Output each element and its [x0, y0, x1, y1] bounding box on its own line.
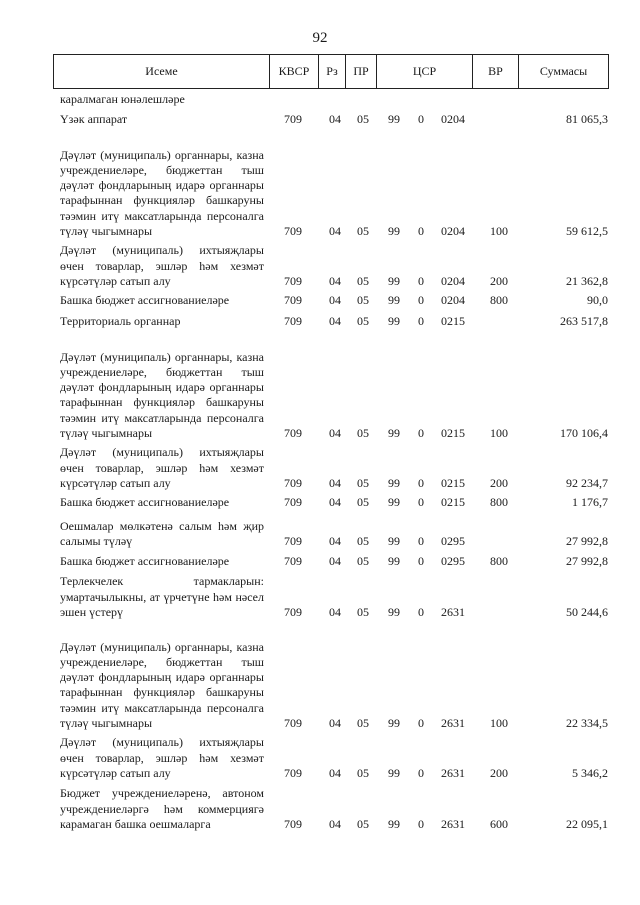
- cell-kvsr: 709: [284, 111, 302, 126]
- cell-rz: 04: [329, 553, 341, 568]
- cell-rz: 04: [329, 223, 341, 238]
- cell-csr1: 99: [388, 475, 400, 490]
- cell-kvsr: 709: [284, 816, 302, 831]
- cell-csr1: 99: [388, 425, 400, 440]
- row-name: Дәүләт (муниципаль) ихтыяҗлары өчен товарлар, эшләр һәм хезмәт күрсәтүләр сатып алу: [60, 735, 264, 780]
- cell-csr3: 0215: [441, 475, 465, 490]
- header-pr: ПР: [345, 55, 376, 88]
- cell-rz: 04: [329, 313, 341, 328]
- cell-csr2: 0: [418, 292, 424, 307]
- cell-kvsr: 709: [284, 765, 302, 780]
- cell-csr1: 99: [388, 604, 400, 619]
- cell-csr2: 0: [418, 533, 424, 548]
- header-vr: ВР: [472, 55, 518, 88]
- cell-rz: 04: [329, 494, 341, 509]
- cell-rz: 04: [329, 765, 341, 780]
- cell-pr: 05: [357, 223, 369, 238]
- cell-sum: 27 992,8: [566, 553, 608, 568]
- cell-csr1: 99: [388, 223, 400, 238]
- cell-pr: 05: [357, 715, 369, 730]
- cell-pr: 05: [357, 604, 369, 619]
- cell-csr1: 99: [388, 553, 400, 568]
- cell-kvsr: 709: [284, 223, 302, 238]
- cell-csr1: 99: [388, 313, 400, 328]
- cell-csr3: 0204: [441, 111, 465, 126]
- row-name: Оешмалар мөлкәтенә салым һәм җир салымы түләү: [60, 518, 264, 548]
- cell-pr: 05: [357, 494, 369, 509]
- cell-csr2: 0: [418, 494, 424, 509]
- row-name: Дәүләт (муниципаль) органнары, казна учреждениеләре, бюджеттан тыш дәүләт фондларының идарә органнары тарафыннан функцияләр башкаруны тәэмин итү максатларында персоналга түләү чыгымнары: [60, 349, 264, 440]
- cell-csr2: 0: [418, 765, 424, 780]
- cell-csr1: 99: [388, 816, 400, 831]
- cell-vr: 800: [490, 292, 508, 307]
- row-name: Үзәк аппарат: [60, 111, 128, 126]
- cell-csr3: 2631: [441, 715, 465, 730]
- cell-pr: 05: [357, 313, 369, 328]
- cell-csr1: 99: [388, 715, 400, 730]
- row-name: Территориаль органнар: [60, 313, 181, 328]
- cell-rz: 04: [329, 111, 341, 126]
- cell-sum: 263 517,8: [560, 313, 608, 328]
- cell-csr2: 0: [418, 475, 424, 490]
- cell-vr: 800: [490, 553, 508, 568]
- cell-csr1: 99: [388, 533, 400, 548]
- cell-sum: 5 346,2: [572, 765, 608, 780]
- cell-kvsr: 709: [284, 425, 302, 440]
- cell-rz: 04: [329, 533, 341, 548]
- cell-vr: 200: [490, 475, 508, 490]
- cell-csr1: 99: [388, 273, 400, 288]
- cell-csr1: 99: [388, 765, 400, 780]
- cell-vr: 100: [490, 715, 508, 730]
- cell-rz: 04: [329, 604, 341, 619]
- cell-kvsr: 709: [284, 273, 302, 288]
- header-csr: ЦСР: [376, 55, 472, 88]
- row-name: Башка бюджет ассигнованиеләре: [60, 553, 230, 568]
- cell-csr3: 0204: [441, 223, 465, 238]
- carry-over-text: каралмаган юнәлешләре: [60, 92, 185, 106]
- cell-pr: 05: [357, 292, 369, 307]
- cell-pr: 05: [357, 533, 369, 548]
- row-name: Башка бюджет ассигнованиеләре: [60, 292, 230, 307]
- cell-sum: 59 612,5: [566, 223, 608, 238]
- cell-kvsr: 709: [284, 313, 302, 328]
- cell-pr: 05: [357, 425, 369, 440]
- cell-csr2: 0: [418, 715, 424, 730]
- cell-csr2: 0: [418, 273, 424, 288]
- cell-kvsr: 709: [284, 604, 302, 619]
- cell-sum: 90,0: [587, 292, 608, 307]
- cell-csr2: 0: [418, 223, 424, 238]
- cell-vr: 800: [490, 494, 508, 509]
- cell-pr: 05: [357, 475, 369, 490]
- cell-csr3: 2631: [441, 765, 465, 780]
- cell-sum: 27 992,8: [566, 533, 608, 548]
- cell-pr: 05: [357, 111, 369, 126]
- cell-vr: 100: [490, 425, 508, 440]
- cell-csr1: 99: [388, 494, 400, 509]
- header-kvsr: КВСР: [269, 55, 318, 88]
- cell-kvsr: 709: [284, 292, 302, 307]
- row-name: Дәүләт (муниципаль) ихтыяҗлары өчен товарлар, эшләр һәм хезмәт күрсәтүләр сатып алу: [60, 243, 264, 288]
- cell-csr3: 0295: [441, 533, 465, 548]
- cell-sum: 22 095,1: [566, 816, 608, 831]
- cell-csr3: 0204: [441, 273, 465, 288]
- header-name: Исеме: [53, 55, 269, 88]
- cell-csr3: 0204: [441, 292, 465, 307]
- cell-sum: 22 334,5: [566, 715, 608, 730]
- cell-vr: 200: [490, 273, 508, 288]
- cell-kvsr: 709: [284, 715, 302, 730]
- cell-csr3: 0215: [441, 313, 465, 328]
- cell-csr2: 0: [418, 425, 424, 440]
- cell-vr: 100: [490, 223, 508, 238]
- cell-pr: 05: [357, 816, 369, 831]
- cell-csr1: 99: [388, 111, 400, 126]
- cell-rz: 04: [329, 292, 341, 307]
- row-name: Дәүләт (муниципаль) ихтыяҗлары өчен товарлар, эшләр һәм хезмәт күрсәтүләр сатып алу: [60, 445, 264, 490]
- row-name: Бюджет учреждениеләренә, автоном учреждениеләргә һәм коммерциягә карамаган башка оешмаларга: [60, 786, 264, 831]
- cell-sum: 170 106,4: [560, 425, 608, 440]
- cell-csr2: 0: [418, 111, 424, 126]
- cell-sum: 92 234,7: [566, 475, 608, 490]
- cell-sum: 1 176,7: [572, 494, 608, 509]
- cell-vr: 200: [490, 765, 508, 780]
- cell-csr2: 0: [418, 816, 424, 831]
- cell-rz: 04: [329, 425, 341, 440]
- cell-csr1: 99: [388, 292, 400, 307]
- cell-csr3: 0215: [441, 494, 465, 509]
- row-name: Дәүләт (муниципаль) органнары, казна учреждениеләре, бюджеттан тыш дәүләт фондларының идарә органнары тарафыннан функцияләр башкаруны тәэмин итү максатларында персоналга түләү чыгымнары: [60, 147, 264, 238]
- cell-kvsr: 709: [284, 494, 302, 509]
- cell-sum: 50 244,6: [566, 604, 608, 619]
- cell-sum: 81 065,3: [566, 111, 608, 126]
- cell-kvsr: 709: [284, 533, 302, 548]
- row-name: Дәүләт (муниципаль) органнары, казна учреждениеләре, бюджеттан тыш дәүләт фондларының идарә органнары тарафыннан функцияләр башкаруны тәэмин итү максатларында персоналга түләү чыгымнары: [60, 639, 264, 730]
- cell-csr3: 2631: [441, 604, 465, 619]
- cell-kvsr: 709: [284, 475, 302, 490]
- cell-kvsr: 709: [284, 553, 302, 568]
- cell-vr: 600: [490, 816, 508, 831]
- cell-pr: 05: [357, 765, 369, 780]
- cell-csr2: 0: [418, 604, 424, 619]
- cell-rz: 04: [329, 273, 341, 288]
- cell-csr3: 0215: [441, 425, 465, 440]
- cell-csr3: 0295: [441, 553, 465, 568]
- cell-rz: 04: [329, 715, 341, 730]
- cell-pr: 05: [357, 273, 369, 288]
- cell-pr: 05: [357, 553, 369, 568]
- row-name: Терлекчелек тармакларын: умартачылыкны, ат үрчетүне һәм нәсел эшен үстерү: [60, 574, 264, 619]
- cell-rz: 04: [329, 816, 341, 831]
- cell-sum: 21 362,8: [566, 273, 608, 288]
- cell-csr3: 2631: [441, 816, 465, 831]
- cell-csr2: 0: [418, 553, 424, 568]
- header-sum: Суммасы: [518, 55, 609, 88]
- cell-csr2: 0: [418, 313, 424, 328]
- page-number: 92: [312, 30, 328, 46]
- header-rz: Рз: [318, 55, 345, 88]
- cell-rz: 04: [329, 475, 341, 490]
- row-name: Башка бюджет ассигнованиеләре: [60, 494, 230, 509]
